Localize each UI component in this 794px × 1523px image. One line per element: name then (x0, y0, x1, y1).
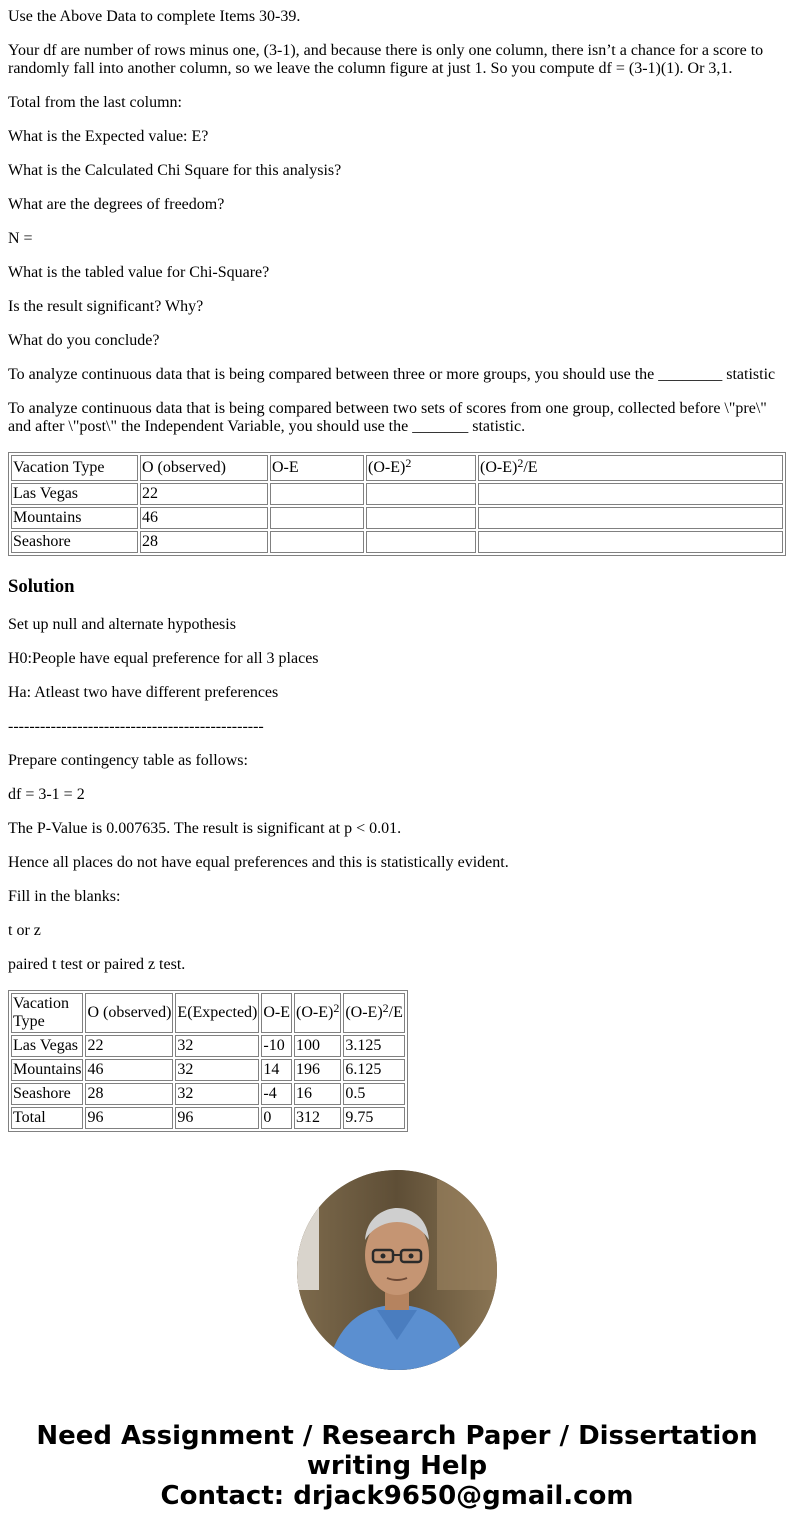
footer-line: writing Help (306, 1451, 488, 1481)
question-paragraph: Use the Above Data to complete Items 30-39. (8, 8, 301, 25)
table-cell: 22 (140, 483, 268, 505)
table-cell: 46 (140, 507, 268, 529)
author-portrait-illustration (297, 1170, 497, 1370)
table-cell: 28 (140, 531, 268, 553)
table-header-cell (294, 993, 341, 1033)
table-header-cell: O-E (261, 993, 292, 1033)
question-paragraph: Total from the last column: (8, 94, 182, 111)
solution-section (8, 576, 786, 1132)
table-cell: 0.5 (343, 1083, 405, 1105)
table-row (11, 483, 783, 505)
table-cell: 32 (175, 1059, 259, 1081)
question-paragraph: To analyze continuous data that is being compared between two sets of scores from one group, collected before \"pre\" and after \"post\" the Independent Variable, you should use the _______ statistic. (8, 400, 767, 435)
author-avatar (297, 1170, 497, 1370)
table-cell: Mountains (11, 1059, 83, 1081)
question-paragraph: N = (8, 230, 33, 247)
table-header-cell: O (observed) (85, 993, 173, 1033)
table-row (11, 507, 783, 529)
table-cell (366, 483, 476, 505)
table-cell: 3.125 (343, 1035, 405, 1057)
squared-superscript: 2 (333, 1001, 340, 1015)
question-paragraph: What are the degrees of freedom? (8, 196, 225, 213)
solution-paragraph: paired t test or paired z test. (8, 956, 186, 973)
table-cell: Seashore (11, 1083, 83, 1105)
squared-superscript: 2 (382, 1001, 389, 1015)
contact-footer (8, 1421, 786, 1511)
table-header-cell (366, 455, 476, 481)
question-paragraph: Is the result significant? Why? (8, 298, 204, 315)
question-paragraph: What is the Expected value: E? (8, 128, 209, 145)
table-cell: 28 (85, 1083, 173, 1105)
table-header-cell: Vacation Type (11, 455, 138, 481)
table-cell: 46 (85, 1059, 173, 1081)
table-row (11, 1107, 405, 1129)
solution-paragraph: Prepare contingency table as follows: (8, 752, 248, 769)
table-cell: 96 (85, 1107, 173, 1129)
solution-paragraph: Set up null and alternate hypothesis (8, 616, 236, 633)
question-paragraph: Your df are number of rows minus one, (3-1), and because there is only one column, there isn’t a chance for a score to randomly fall into another column, so we leave the column figure at just 1. So you compute df = (3-1)(1). Or 3,1. (8, 42, 764, 77)
table-cell: 9.75 (343, 1107, 405, 1129)
table-cell: 96 (175, 1107, 259, 1129)
solution-paragraph: Ha: Atleast two have different preferences (8, 684, 279, 701)
oe-label: (O-E) (296, 1004, 334, 1021)
question-paragraph: What is the Calculated Chi Square for this analysis? (8, 162, 342, 179)
oe-label: (O-E) (368, 459, 406, 476)
table-cell (478, 531, 783, 553)
table-cell: 32 (175, 1083, 259, 1105)
table-header-row (11, 455, 783, 481)
table-header-cell: E(Expected) (175, 993, 259, 1033)
table-cell: 22 (85, 1035, 173, 1057)
table-cell: Las Vegas (11, 1035, 83, 1057)
table-cell: 312 (294, 1107, 341, 1129)
table-header-cell: Vacation Type (11, 993, 83, 1033)
solution-paragraph: H0:People have equal preference for all 3 places (8, 650, 319, 667)
solution-data-table (8, 990, 408, 1132)
table-cell: 100 (294, 1035, 341, 1057)
table-cell (270, 507, 364, 529)
table-row (11, 531, 783, 553)
table-header-row (11, 993, 405, 1033)
table-header-cell (343, 993, 405, 1033)
table-cell (366, 531, 476, 553)
table-header-cell: O-E (270, 455, 364, 481)
table-cell: -4 (261, 1083, 292, 1105)
table-cell: Seashore (11, 531, 138, 553)
question-section (8, 8, 786, 556)
table-cell: 0 (261, 1107, 292, 1129)
table-cell (270, 483, 364, 505)
contact-email: Contact: drjack9650@gmail.com (160, 1481, 634, 1511)
question-paragraph: To analyze continuous data that is being compared between three or more groups, you should use the ________ statistic (8, 366, 776, 383)
solution-paragraph: Hence all places do not have equal preferences and this is statistically evident. (8, 854, 509, 871)
table-cell (270, 531, 364, 553)
question-paragraph: What do you conclude? (8, 332, 160, 349)
table-cell: Las Vegas (11, 483, 138, 505)
solution-paragraph: The P-Value is 0.007635. The result is significant at p < 0.01. (8, 820, 402, 837)
squared-superscript: 2 (405, 456, 412, 470)
table-cell (478, 483, 783, 505)
table-cell: 32 (175, 1035, 259, 1057)
table-row (11, 1035, 405, 1057)
question-paragraph: What is the tabled value for Chi-Square? (8, 264, 270, 281)
oe-label: (O-E) (480, 459, 518, 476)
table-cell: 14 (261, 1059, 292, 1081)
table-cell: -10 (261, 1035, 292, 1057)
table-cell: Mountains (11, 507, 138, 529)
solution-paragraph: t or z (8, 922, 41, 939)
table-row (11, 1059, 405, 1081)
divider-text: ------------------------------------------------ (8, 718, 264, 735)
table-header-cell (478, 455, 783, 481)
table-cell: Total (11, 1107, 83, 1129)
over-e-label: /E (523, 459, 538, 476)
table-header-cell: O (observed) (140, 455, 268, 481)
question-data-table (8, 452, 786, 556)
table-cell: 6.125 (343, 1059, 405, 1081)
table-cell: 196 (294, 1059, 341, 1081)
table-cell: 16 (294, 1083, 341, 1105)
table-row (11, 1083, 405, 1105)
oe-label: (O-E) (345, 1004, 383, 1021)
squared-superscript: 2 (517, 456, 524, 470)
footer-line: Need Assignment / Research Paper / Dissertation (36, 1421, 758, 1451)
table-cell (366, 507, 476, 529)
over-e-label: /E (388, 1004, 403, 1021)
solution-paragraph: df = 3-1 = 2 (8, 786, 85, 803)
table-cell (478, 507, 783, 529)
solution-paragraph: Fill in the blanks: (8, 888, 121, 905)
solution-heading: Solution (8, 576, 75, 597)
